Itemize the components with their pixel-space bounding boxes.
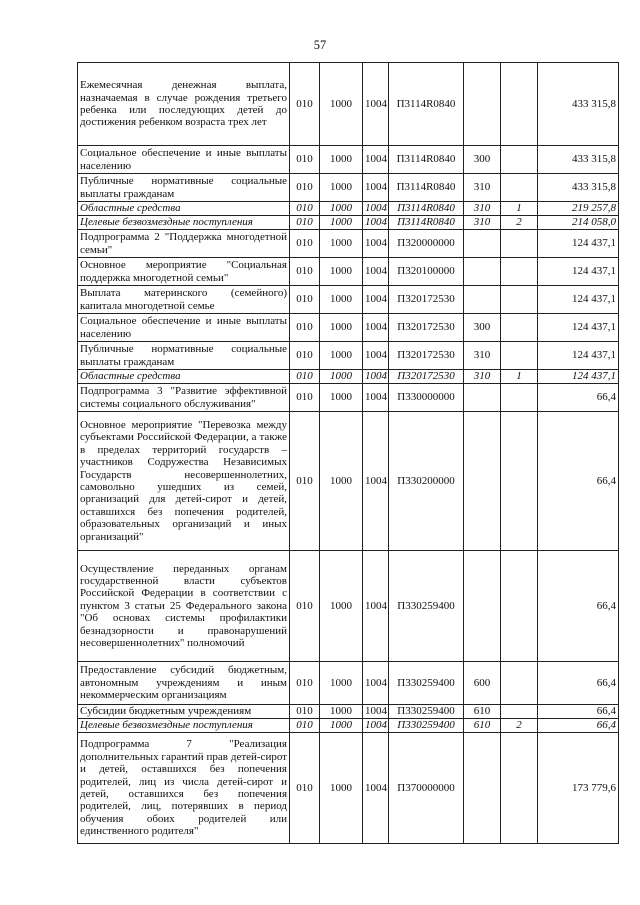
funding-source-code: 2 bbox=[501, 216, 538, 230]
funding-source-code bbox=[501, 551, 538, 662]
table-row bbox=[78, 733, 619, 844]
page-number: 57 bbox=[313, 38, 327, 52]
expense-type-code: 300 bbox=[464, 314, 501, 342]
row-name: Подпрограмма 2 "Поддержка многодетной семьи" bbox=[78, 230, 290, 258]
expense-type-code: 610 bbox=[464, 705, 501, 719]
row-name: Публичные нормативные социальные выплаты гражданам bbox=[78, 174, 290, 202]
subsection-code: 1004 bbox=[363, 370, 389, 384]
expense-type-code: 600 bbox=[464, 662, 501, 705]
section-code: 1000 bbox=[320, 314, 363, 342]
table-row bbox=[78, 719, 619, 733]
section-code: 1000 bbox=[320, 733, 363, 844]
subsection-code: 1004 bbox=[363, 216, 389, 230]
row-name: Социальное обеспечение и иные выплаты населению bbox=[78, 146, 290, 174]
row-name: Основное мероприятие "Социальная поддержка многодетной семьи" bbox=[78, 258, 290, 286]
section-code: 1000 bbox=[320, 370, 363, 384]
section-code: 1000 bbox=[320, 202, 363, 216]
target-article-code: П3114R0840 bbox=[389, 202, 464, 216]
expense-type-code: 310 bbox=[464, 370, 501, 384]
subsection-code: 1004 bbox=[363, 202, 389, 216]
ministry-code: 010 bbox=[290, 342, 320, 370]
ministry-code: 010 bbox=[290, 63, 320, 146]
section-code: 1000 bbox=[320, 286, 363, 314]
expense-type-code bbox=[464, 258, 501, 286]
ministry-code: 010 bbox=[290, 146, 320, 174]
subsection-code: 1004 bbox=[363, 384, 389, 412]
subsection-code: 1004 bbox=[363, 412, 389, 551]
ministry-code: 010 bbox=[290, 733, 320, 844]
expense-type-code bbox=[464, 230, 501, 258]
subsection-code: 1004 bbox=[363, 342, 389, 370]
amount: 66,4 bbox=[538, 551, 619, 662]
ministry-code: 010 bbox=[290, 551, 320, 662]
funding-source-code bbox=[501, 662, 538, 705]
section-code: 1000 bbox=[320, 216, 363, 230]
subsection-code: 1004 bbox=[363, 258, 389, 286]
amount: 124 437,1 bbox=[538, 342, 619, 370]
expense-type-code: 310 bbox=[464, 216, 501, 230]
amount: 66,4 bbox=[538, 705, 619, 719]
section-code: 1000 bbox=[320, 719, 363, 733]
section-code: 1000 bbox=[320, 551, 363, 662]
amount: 433 315,8 bbox=[538, 174, 619, 202]
subsection-code: 1004 bbox=[363, 662, 389, 705]
table-row bbox=[78, 342, 619, 370]
ministry-code: 010 bbox=[290, 314, 320, 342]
expense-type-code bbox=[464, 63, 501, 146]
table-row bbox=[78, 230, 619, 258]
row-name: Подпрограмма 3 "Развитие эффективной системы социального обслуживания" bbox=[78, 384, 290, 412]
subsection-code: 1004 bbox=[363, 146, 389, 174]
ministry-code: 010 bbox=[290, 370, 320, 384]
section-code: 1000 bbox=[320, 258, 363, 286]
subsection-code: 1004 bbox=[363, 733, 389, 844]
expense-type-code bbox=[464, 733, 501, 844]
table-row bbox=[78, 370, 619, 384]
row-name: Публичные нормативные социальные выплаты гражданам bbox=[78, 342, 290, 370]
funding-source-code bbox=[501, 63, 538, 146]
funding-source-code: 2 bbox=[501, 719, 538, 733]
budget-table-body bbox=[78, 63, 619, 844]
subsection-code: 1004 bbox=[363, 63, 389, 146]
expense-type-code: 310 bbox=[464, 342, 501, 370]
target-article-code: П3114R0840 bbox=[389, 146, 464, 174]
amount: 124 437,1 bbox=[538, 286, 619, 314]
section-code: 1000 bbox=[320, 705, 363, 719]
table-row bbox=[78, 63, 619, 146]
subsection-code: 1004 bbox=[363, 551, 389, 662]
target-article-code: П320100000 bbox=[389, 258, 464, 286]
budget-table bbox=[77, 62, 619, 844]
table-row bbox=[78, 202, 619, 216]
ministry-code: 010 bbox=[290, 174, 320, 202]
expense-type-code bbox=[464, 384, 501, 412]
table-row bbox=[78, 314, 619, 342]
amount: 124 437,1 bbox=[538, 230, 619, 258]
funding-source-code: 1 bbox=[501, 370, 538, 384]
ministry-code: 010 bbox=[290, 705, 320, 719]
target-article-code: П3114R0840 bbox=[389, 216, 464, 230]
funding-source-code bbox=[501, 733, 538, 844]
row-name: Социальное обеспечение и иные выплаты населению bbox=[78, 314, 290, 342]
target-article-code: П320172530 bbox=[389, 342, 464, 370]
section-code: 1000 bbox=[320, 662, 363, 705]
amount: 173 779,6 bbox=[538, 733, 619, 844]
ministry-code: 010 bbox=[290, 662, 320, 705]
amount: 214 058,0 bbox=[538, 216, 619, 230]
funding-source-code bbox=[501, 258, 538, 286]
row-name: Предоставление субсидий бюджетным, автономным учреждениям и иным некоммерческим организациям bbox=[78, 662, 290, 705]
ministry-code: 010 bbox=[290, 384, 320, 412]
target-article-code: П330259400 bbox=[389, 705, 464, 719]
table-row bbox=[78, 146, 619, 174]
subsection-code: 1004 bbox=[363, 719, 389, 733]
target-article-code: П320000000 bbox=[389, 230, 464, 258]
expense-type-code: 310 bbox=[464, 202, 501, 216]
amount: 219 257,8 bbox=[538, 202, 619, 216]
funding-source-code bbox=[501, 412, 538, 551]
section-code: 1000 bbox=[320, 230, 363, 258]
target-article-code: П320172530 bbox=[389, 370, 464, 384]
expense-type-code bbox=[464, 286, 501, 314]
table-row bbox=[78, 384, 619, 412]
section-code: 1000 bbox=[320, 384, 363, 412]
section-code: 1000 bbox=[320, 342, 363, 370]
table-row bbox=[78, 551, 619, 662]
amount: 124 437,1 bbox=[538, 314, 619, 342]
table-row bbox=[78, 216, 619, 230]
subsection-code: 1004 bbox=[363, 705, 389, 719]
row-name: Основное мероприятие "Перевозка между субъектами Российской Федерации, а также в пределах территорий государств – участников Содружества Независимых Государств несовершеннолетних, самовольно ушедших из семей, организаций для детей-сирот и детей, оставшихся без попечения родителей, образовательных организаций и иных организаций" bbox=[78, 412, 290, 551]
row-name: Осуществление переданных органам государственной власти субъектов Российской Федерации в соответствии с пунктом 3 статьи 25 Федерального закона "Об основах системы профилактики безнадзорности и правонарушений несовершеннолетних" полномочий bbox=[78, 551, 290, 662]
ministry-code: 010 bbox=[290, 412, 320, 551]
subsection-code: 1004 bbox=[363, 174, 389, 202]
subsection-code: 1004 bbox=[363, 314, 389, 342]
amount: 124 437,1 bbox=[538, 258, 619, 286]
ministry-code: 010 bbox=[290, 202, 320, 216]
ministry-code: 010 bbox=[290, 258, 320, 286]
target-article-code: П320172530 bbox=[389, 286, 464, 314]
ministry-code: 010 bbox=[290, 719, 320, 733]
section-code: 1000 bbox=[320, 174, 363, 202]
row-name: Целевые безвозмездные поступления bbox=[78, 216, 290, 230]
amount: 433 315,8 bbox=[538, 146, 619, 174]
funding-source-code bbox=[501, 342, 538, 370]
funding-source-code bbox=[501, 314, 538, 342]
section-code: 1000 bbox=[320, 63, 363, 146]
target-article-code: П370000000 bbox=[389, 733, 464, 844]
amount: 66,4 bbox=[538, 662, 619, 705]
table-row bbox=[78, 662, 619, 705]
subsection-code: 1004 bbox=[363, 286, 389, 314]
amount: 66,4 bbox=[538, 412, 619, 551]
table-row bbox=[78, 174, 619, 202]
target-article-code: П3114R0840 bbox=[389, 174, 464, 202]
row-name: Областные средства bbox=[78, 202, 290, 216]
ministry-code: 010 bbox=[290, 230, 320, 258]
subsection-code: 1004 bbox=[363, 230, 389, 258]
row-name: Областные средства bbox=[78, 370, 290, 384]
target-article-code: П330000000 bbox=[389, 384, 464, 412]
target-article-code: П330259400 bbox=[389, 662, 464, 705]
expense-type-code bbox=[464, 551, 501, 662]
row-name: Субсидии бюджетным учреждениям bbox=[78, 705, 290, 719]
expense-type-code bbox=[464, 412, 501, 551]
amount: 124 437,1 bbox=[538, 370, 619, 384]
funding-source-code bbox=[501, 384, 538, 412]
expense-type-code: 300 bbox=[464, 146, 501, 174]
target-article-code: П330259400 bbox=[389, 551, 464, 662]
funding-source-code bbox=[501, 146, 538, 174]
amount: 433 315,8 bbox=[538, 63, 619, 146]
funding-source-code bbox=[501, 705, 538, 719]
expense-type-code: 310 bbox=[464, 174, 501, 202]
funding-source-code bbox=[501, 174, 538, 202]
table-row bbox=[78, 286, 619, 314]
amount: 66,4 bbox=[538, 719, 619, 733]
ministry-code: 010 bbox=[290, 216, 320, 230]
table-row bbox=[78, 258, 619, 286]
table-row bbox=[78, 705, 619, 719]
row-name: Целевые безвозмездные поступления bbox=[78, 719, 290, 733]
row-name: Выплата материнского (семейного) капитала многодетной семье bbox=[78, 286, 290, 314]
table-row bbox=[78, 412, 619, 551]
ministry-code: 010 bbox=[290, 286, 320, 314]
funding-source-code bbox=[501, 286, 538, 314]
section-code: 1000 bbox=[320, 146, 363, 174]
funding-source-code bbox=[501, 230, 538, 258]
funding-source-code: 1 bbox=[501, 202, 538, 216]
row-name: Подпрограмма 7 "Реализация дополнительных гарантий прав детей-сирот и детей, оставшихся без попечения родителей, лиц из числа детей-сирот и детей, оставшихся без попечения родителей, лиц, потерявших в период обучения обоих родителей или единственного родителя" bbox=[78, 733, 290, 844]
target-article-code: П330200000 bbox=[389, 412, 464, 551]
amount: 66,4 bbox=[538, 384, 619, 412]
row-name: Ежемесячная денежная выплата, назначаемая в случае рождения третьего ребенка или последующих детей до достижения ребенком возраста трех лет bbox=[78, 63, 290, 146]
target-article-code: П3114R0840 bbox=[389, 63, 464, 146]
section-code: 1000 bbox=[320, 412, 363, 551]
target-article-code: П320172530 bbox=[389, 314, 464, 342]
target-article-code: П330259400 bbox=[389, 719, 464, 733]
expense-type-code: 610 bbox=[464, 719, 501, 733]
